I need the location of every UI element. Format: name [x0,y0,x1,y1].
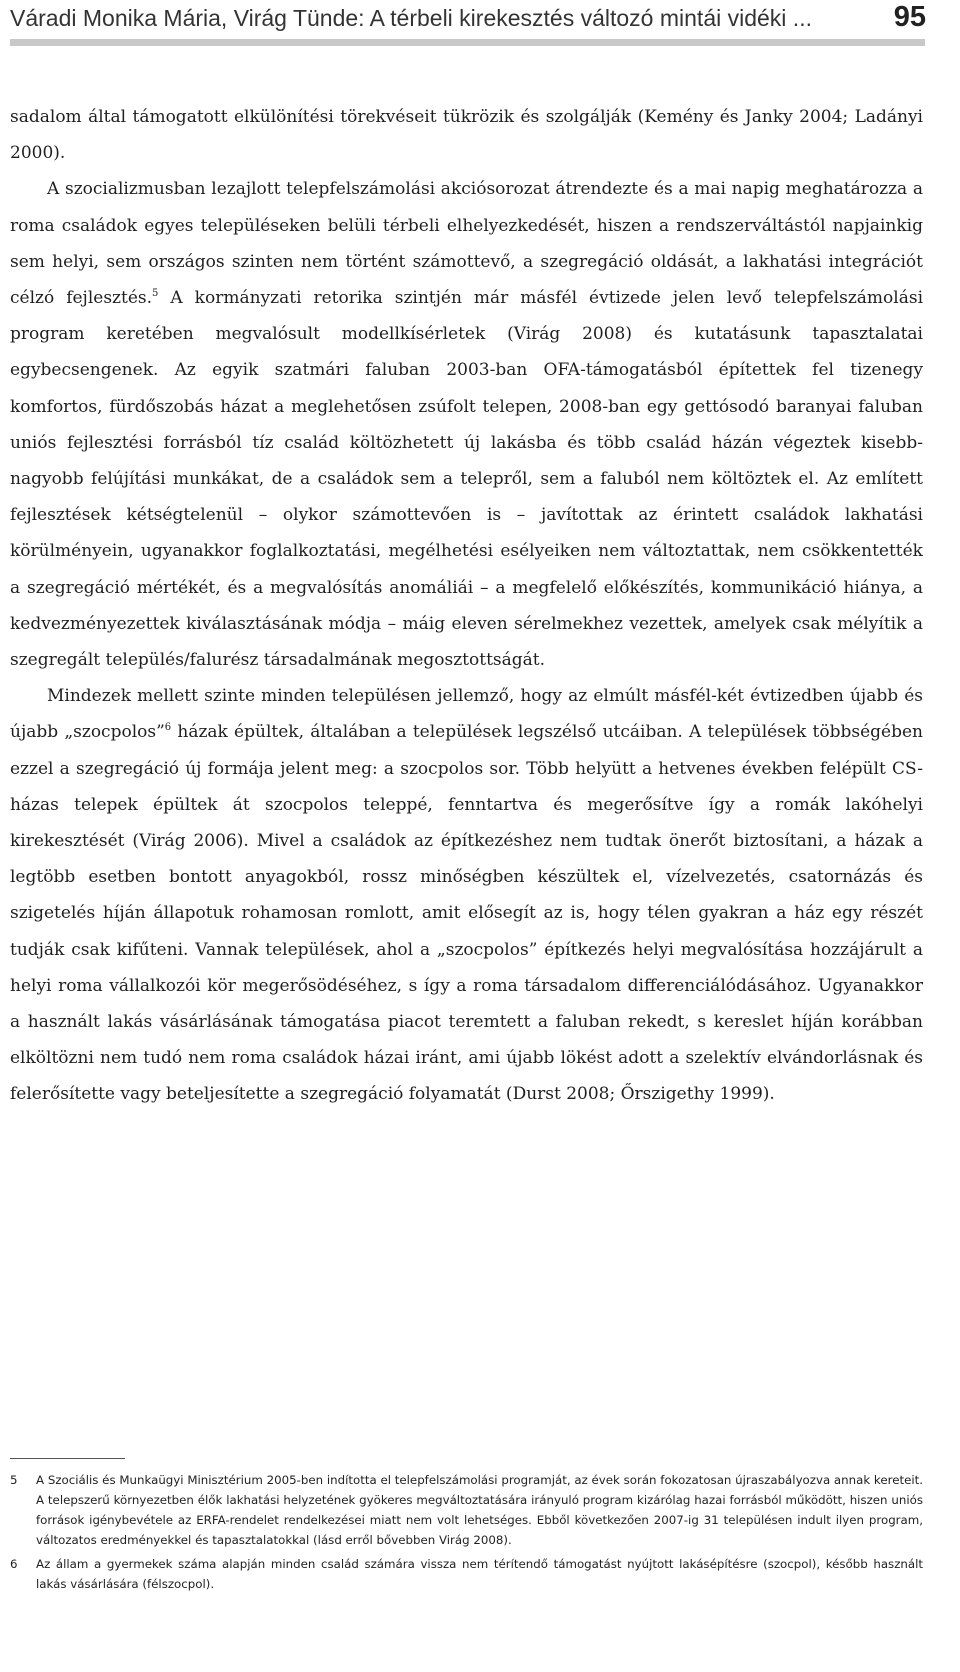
paragraph-text: A kormányzati retorika szintjén már másfél évtizede jelen levő telepfelszámolási program keretében megvalósult modellkísérletek (Virág 2008) és kutatásunk tapasztalatai egybecsengenek. Az egyik szatmári faluban 2003-ban OFA-támogatásból építettek fel tizenegy komfortos, fürdőszobás házat a meglehetősen zsúfolt telepen, 2008-ban egy gettósodó baranyai faluban uniós fejlesztési forrásból tíz család költözhetett új lakásba és több család házán végeztek kisebb-nagyobb felújítási munkákat, de a családok sem a telepről, sem a faluból nem költöztek el. Az említett fejlesztések kétségtelenül – olykor számottevően is – javítottak az érintett családok lakhatási körülményein, ugyanakkor foglalkoztatási, megélhetési esélyeiken nem változtattak, nem csökkentették a szegregáció mértékét, és a megvalósítás anomáliái – a megfelelő előkészítés, kommunikáció hiánya, a kedvezményezettek kiválasztásának módja – máig eleven sérelmekhez vezettek, amelyek csak mélyítik a szegregált település/falurész társadalmának megosztottságát. [10,288,924,671]
footnote-number: 6 [10,1557,18,1571]
body-text [10,99,923,1113]
footnote-number: 5 [10,1473,18,1487]
footnote-text: A Szociális és Munkaügyi Minisztérium 2005-ben indította el telepfelszámolási programját, az évek során fokozatosan újraszabályozva annak kereteit. A telepszerű környezetben élők lakhatási helyzetének gyökeres megváltoztatására irányuló program kizárólag hazai forrásból működött, hiszen uniós források igénybevétele az ERFA-rendelet rendelkezései miatt nem volt lehetséges. Ebből következően 2007-ig 31 településen indult ilyen program, változatos eredményekkel és tapasztalatokkal (lásd erről bővebben Virág 2008). [36,1473,923,1547]
paragraph-telepfelszamolas [10,171,923,678]
paragraph-text: A szocializmusban lezajlott telepfelszámolási akciósorozat átrendezte és a mai napig meghatározza a roma családok egyes településeken belüli térbeli elhelyezkedését, hiszen a rendszerváltástól napjainkig sem helyi, sem országos szinten nem történt számottevő, a szegregáció oldását, a lakhatási integrációt célzó fejlesztés. [10,179,923,309]
paragraph-szocpol [10,678,923,1112]
footnote-5 [10,1470,923,1550]
paragraph-continued: sadalom által támogatott elkülönítési törekvéseit tükrözik és szolgálják (Kemény és Janky 2004; Ladányi 2000). [10,107,923,164]
paragraph-text: Mindezek mellett szinte minden településen jellemző, hogy az elmúlt másfél-két évtizedben újabb és újabb „szocpolos” [10,686,923,743]
footnote-text: Az állam a gyermekek száma alapján minden család számára vissza nem térítendő támogatást nyújtott lakásépítésre (szocpol), később használt lakás vásárlására (félszocpol). [36,1557,923,1591]
running-title: Váradi Monika Mária, Virág Tünde: A térbeli kirekesztés változó mintái vidéki ... [10,5,812,31]
footnote-6 [10,1554,923,1594]
footnotes [10,1470,923,1594]
running-header [0,0,926,34]
footnote-rule [10,1458,125,1459]
page-number: 95 [893,1,926,33]
footnote-ref-5: 5 [152,288,159,300]
paragraph-text: házak épültek, általában a települések legszélső utcáiban. A települések többségében ezzel a szegregáció új formája jelent meg: a szocpolos sor. Több helyütt a hetvenes években felépült CS-házas telepek épültek át szocpolos teleppé, fenntartva és megerősítve így a romák lakóhelyi kirekesztését (Virág 2006). Mivel a családok az építkezéshez nem tudtak önerőt biztosítani, a házak a legtöbb esetben bontott anyagokból, rossz minőségben készültek el, vízelvezetés, csatornázás és szigetelés híján állapotuk rohamosan romlott, amit elősegít az is, hogy télen gyakran a ház egy részét tudják csak kifűteni. Vannak települések, ahol a „szocpolos” építkezés helyi megvalósítása hozzájárult a helyi roma vállalkozói kör megerősödéséhez, s így a roma társadalom differenciálódásához. Ugyanakkor a használt lakás vásárlásának támogatása piacot teremtett a faluban rekedt, s kereslet híján korábban elköltözni nem tudó nem roma családok házai iránt, ami újabb lökést adott a szelektív elvándorlásnak és felerősítette vagy beteljesítette a szegregáció folyamatát (Durst 2008; Őrszigethy 1999). [10,722,923,1105]
header-rule [10,39,925,46]
footnote-ref-6: 6 [164,722,172,734]
